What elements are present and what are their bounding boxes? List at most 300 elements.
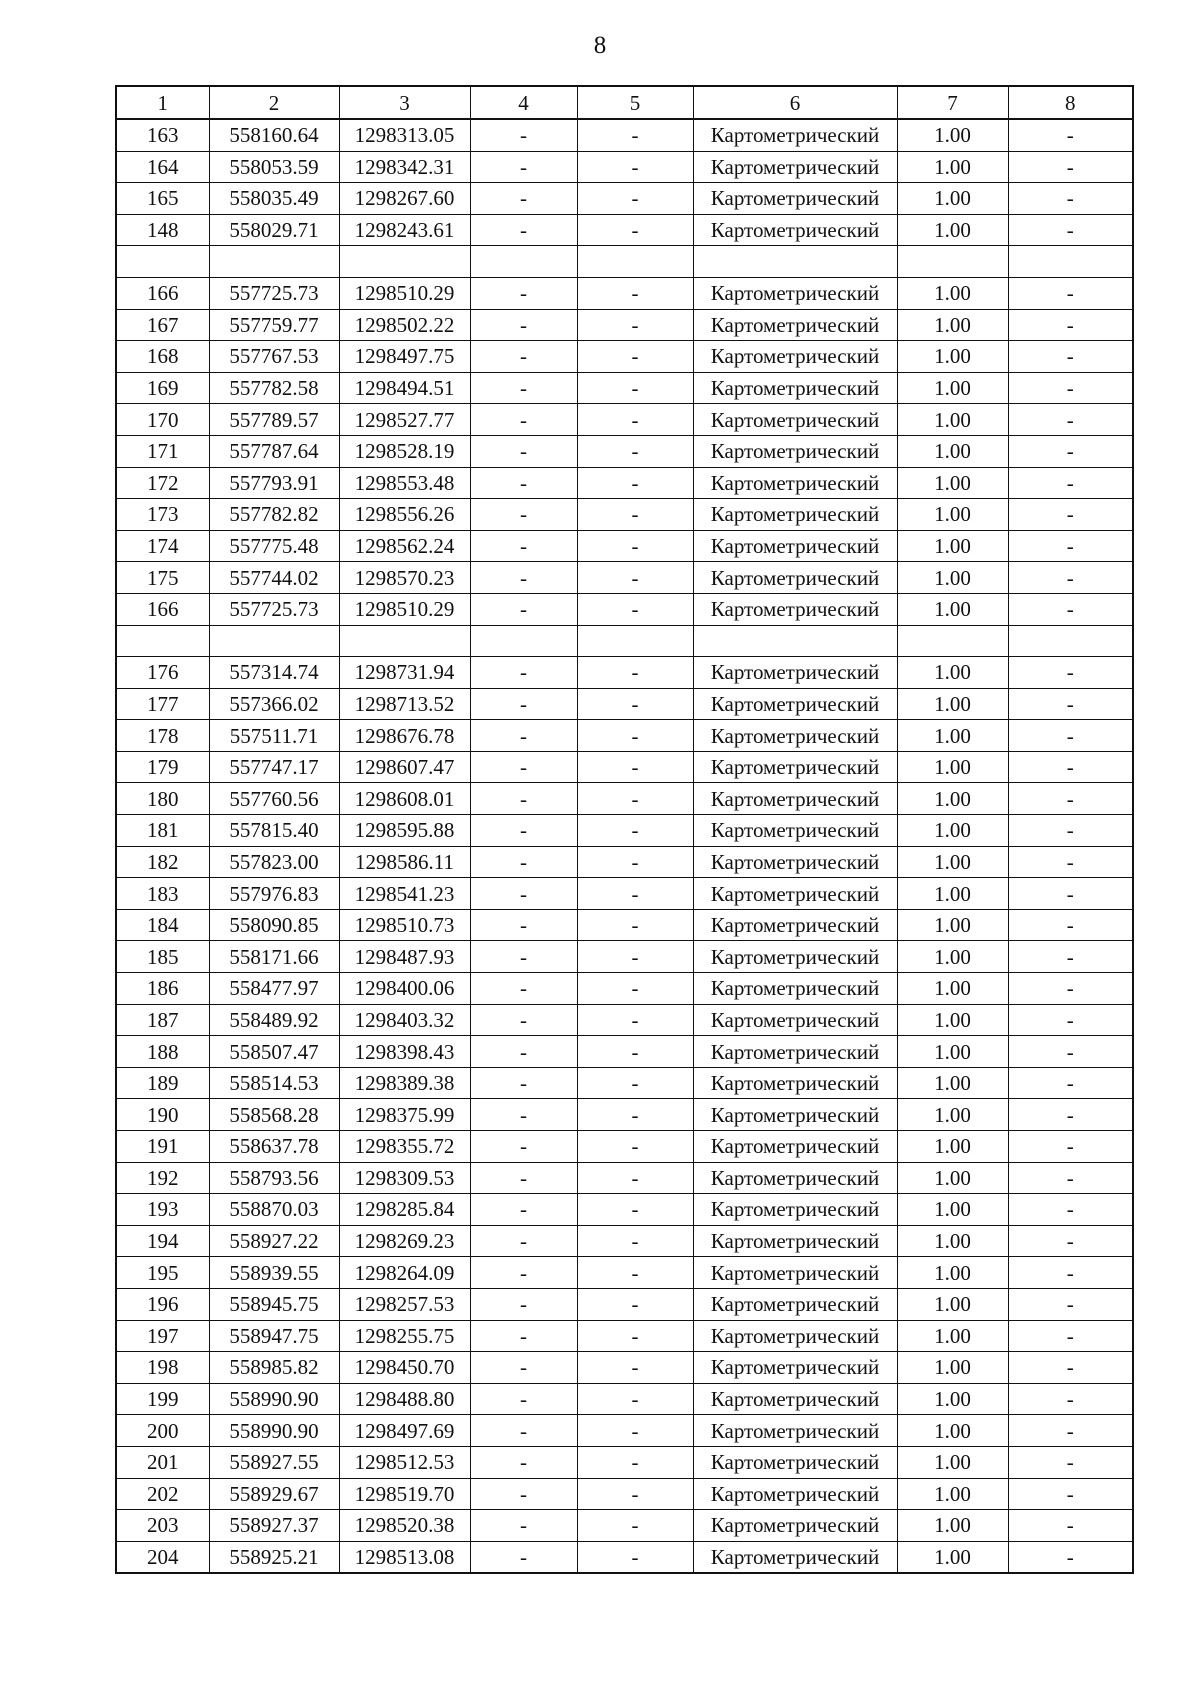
accuracy-value: 1.00 [897,1478,1008,1510]
point-number: 170 [116,404,209,436]
column-5-value: - [577,973,693,1005]
table-row [116,530,1133,562]
column-5-value: - [577,562,693,594]
coordinate-y: 1298398.43 [339,1036,470,1068]
coordinate-x: 558939.55 [209,1257,339,1289]
determination-method: Картометрический [693,751,897,783]
column-8-value: - [1008,751,1133,783]
accuracy-value: 1.00 [897,151,1008,183]
point-number: 194 [116,1225,209,1257]
column-5-value: - [577,1510,693,1542]
column-8-value: - [1008,688,1133,720]
column-4-value: - [470,1320,577,1352]
coordinate-y: 1298285.84 [339,1194,470,1226]
column-4-value: - [470,1415,577,1447]
coordinate-y: 1298519.70 [339,1478,470,1510]
coordinate-y: 1298527.77 [339,404,470,436]
coordinate-x: 558927.22 [209,1225,339,1257]
column-8-value: - [1008,815,1133,847]
accuracy-value: 1.00 [897,1162,1008,1194]
accuracy-value: 1.00 [897,1383,1008,1415]
table-row [116,341,1133,373]
column-8-value: - [1008,435,1133,467]
coordinate-y: 1298512.53 [339,1446,470,1478]
column-5-value: - [577,909,693,941]
column-4-value: - [470,1194,577,1226]
table-row [116,1099,1133,1131]
coordinate-x: 557725.73 [209,277,339,309]
point-number: 184 [116,909,209,941]
point-number: 177 [116,688,209,720]
column-8-value: - [1008,372,1133,404]
coordinate-y: 1298502.22 [339,309,470,341]
coordinate-x: 558507.47 [209,1036,339,1068]
coordinate-y: 1298497.75 [339,341,470,373]
point-number: 201 [116,1446,209,1478]
coordinate-y: 1298267.60 [339,183,470,215]
point-number: 204 [116,1541,209,1573]
coordinate-y: 1298510.29 [339,277,470,309]
coordinate-y: 1298375.99 [339,1099,470,1131]
table-row [116,783,1133,815]
point-number: 175 [116,562,209,594]
coordinate-x: 558990.90 [209,1415,339,1447]
coordinate-x: 558053.59 [209,151,339,183]
column-8-value: - [1008,973,1133,1005]
coordinate-x: 557815.40 [209,815,339,847]
accuracy-value: 1.00 [897,688,1008,720]
empty-cell [209,625,339,657]
determination-method: Картометрический [693,1478,897,1510]
column-8-value: - [1008,1541,1133,1573]
table-row [116,1162,1133,1194]
column-8-value: - [1008,941,1133,973]
column-4-value: - [470,878,577,910]
column-8-value: - [1008,562,1133,594]
determination-method: Картометрический [693,467,897,499]
coordinate-y: 1298342.31 [339,151,470,183]
coordinate-x: 558793.56 [209,1162,339,1194]
column-5-value: - [577,783,693,815]
empty-cell [577,625,693,657]
accuracy-value: 1.00 [897,1288,1008,1320]
accuracy-value: 1.00 [897,1541,1008,1573]
column-5-value: - [577,1288,693,1320]
coordinate-x: 558927.55 [209,1446,339,1478]
coordinate-x: 557823.00 [209,846,339,878]
column-5-value: - [577,688,693,720]
determination-method: Картометрический [693,720,897,752]
column-header-6: 6 [693,86,897,119]
empty-cell [1008,246,1133,278]
point-number: 173 [116,499,209,531]
column-5-value: - [577,151,693,183]
coordinate-x: 557314.74 [209,657,339,689]
header-row [116,86,1133,119]
accuracy-value: 1.00 [897,435,1008,467]
point-number: 163 [116,119,209,151]
coordinate-y: 1298510.29 [339,593,470,625]
table-row [116,151,1133,183]
coordinate-y: 1298731.94 [339,657,470,689]
point-number: 188 [116,1036,209,1068]
column-4-value: - [470,151,577,183]
coordinate-y: 1298255.75 [339,1320,470,1352]
coordinate-y: 1298595.88 [339,815,470,847]
coordinate-x: 558945.75 [209,1288,339,1320]
coordinate-y: 1298264.09 [339,1257,470,1289]
coordinate-x: 557747.17 [209,751,339,783]
column-8-value: - [1008,1478,1133,1510]
point-number: 164 [116,151,209,183]
determination-method: Картометрический [693,530,897,562]
empty-cell [470,246,577,278]
determination-method: Картометрический [693,404,897,436]
table-row [116,467,1133,499]
accuracy-value: 1.00 [897,341,1008,373]
column-5-value: - [577,720,693,752]
accuracy-value: 1.00 [897,751,1008,783]
column-5-value: - [577,1383,693,1415]
determination-method: Картометрический [693,183,897,215]
coordinate-y: 1298494.51 [339,372,470,404]
point-number: 183 [116,878,209,910]
column-4-value: - [470,1510,577,1542]
column-8-value: - [1008,530,1133,562]
table-row [116,372,1133,404]
column-4-value: - [470,941,577,973]
column-5-value: - [577,404,693,436]
coordinate-y: 1298562.24 [339,530,470,562]
column-8-value: - [1008,183,1133,215]
column-4-value: - [470,499,577,531]
point-number: 186 [116,973,209,1005]
point-number: 203 [116,1510,209,1542]
empty-cell [339,246,470,278]
determination-method: Картометрический [693,562,897,594]
accuracy-value: 1.00 [897,815,1008,847]
point-number: 195 [116,1257,209,1289]
coordinate-y: 1298243.61 [339,214,470,246]
coordinate-x: 558870.03 [209,1194,339,1226]
table-row [116,183,1133,215]
column-8-value: - [1008,1099,1133,1131]
accuracy-value: 1.00 [897,1510,1008,1542]
table-row [116,1415,1133,1447]
coordinate-y: 1298713.52 [339,688,470,720]
column-5-value: - [577,1320,693,1352]
accuracy-value: 1.00 [897,909,1008,941]
table-row [116,499,1133,531]
column-header-7: 7 [897,86,1008,119]
column-4-value: - [470,1036,577,1068]
page-number: 8 [593,32,607,59]
coordinate-x: 557760.56 [209,783,339,815]
coordinate-y: 1298556.26 [339,499,470,531]
column-4-value: - [470,372,577,404]
accuracy-value: 1.00 [897,1099,1008,1131]
point-number: 200 [116,1415,209,1447]
coordinates-table [115,85,1134,1574]
determination-method: Картометрический [693,1099,897,1131]
point-number: 185 [116,941,209,973]
point-number: 181 [116,815,209,847]
point-number: 166 [116,593,209,625]
point-number: 187 [116,1004,209,1036]
determination-method: Картометрический [693,151,897,183]
column-8-value: - [1008,341,1133,373]
coordinate-y: 1298608.01 [339,783,470,815]
column-4-value: - [470,688,577,720]
table-row [116,214,1133,246]
column-4-value: - [470,1383,577,1415]
determination-method: Картометрический [693,688,897,720]
determination-method: Картометрический [693,815,897,847]
coordinate-y: 1298487.93 [339,941,470,973]
table-row [116,909,1133,941]
determination-method: Картометрический [693,1067,897,1099]
table-row [116,973,1133,1005]
table-row [116,435,1133,467]
coordinate-y: 1298513.08 [339,1541,470,1573]
coordinate-y: 1298400.06 [339,973,470,1005]
accuracy-value: 1.00 [897,562,1008,594]
column-5-value: - [577,435,693,467]
column-4-value: - [470,214,577,246]
accuracy-value: 1.00 [897,1320,1008,1352]
empty-cell [116,625,209,657]
determination-method: Картометрический [693,973,897,1005]
point-number: 172 [116,467,209,499]
column-4-value: - [470,1067,577,1099]
column-8-value: - [1008,1288,1133,1320]
column-4-value: - [470,1162,577,1194]
column-5-value: - [577,815,693,847]
empty-cell [577,246,693,278]
column-5-value: - [577,183,693,215]
coordinate-x: 557782.58 [209,372,339,404]
table-row [116,277,1133,309]
coordinate-y: 1298389.38 [339,1067,470,1099]
column-5-value: - [577,593,693,625]
coordinate-x: 558925.21 [209,1541,339,1573]
point-number: 179 [116,751,209,783]
table-row [116,1036,1133,1068]
determination-method: Картометрический [693,341,897,373]
coordinate-y: 1298309.53 [339,1162,470,1194]
column-5-value: - [577,1131,693,1163]
column-5-value: - [577,309,693,341]
table-row [116,751,1133,783]
accuracy-value: 1.00 [897,593,1008,625]
determination-method: Картометрический [693,909,897,941]
accuracy-value: 1.00 [897,309,1008,341]
determination-method: Картометрический [693,1541,897,1573]
column-8-value: - [1008,119,1133,151]
column-4-value: - [470,720,577,752]
column-8-value: - [1008,1131,1133,1163]
accuracy-value: 1.00 [897,720,1008,752]
column-5-value: - [577,499,693,531]
coordinate-y: 1298528.19 [339,435,470,467]
coordinate-y: 1298510.73 [339,909,470,941]
accuracy-value: 1.00 [897,1067,1008,1099]
coordinate-y: 1298257.53 [339,1288,470,1320]
column-5-value: - [577,119,693,151]
column-5-value: - [577,846,693,878]
accuracy-value: 1.00 [897,1004,1008,1036]
coordinate-y: 1298497.69 [339,1415,470,1447]
column-5-value: - [577,1225,693,1257]
point-number: 202 [116,1478,209,1510]
coordinate-x: 557976.83 [209,878,339,910]
column-8-value: - [1008,1194,1133,1226]
point-number: 178 [116,720,209,752]
column-4-value: - [470,404,577,436]
coordinate-x: 558029.71 [209,214,339,246]
column-5-value: - [577,1446,693,1478]
column-4-value: - [470,1257,577,1289]
coordinate-x: 558171.66 [209,941,339,973]
table-row [116,1194,1133,1226]
accuracy-value: 1.00 [897,119,1008,151]
separator-row [116,246,1133,278]
point-number: 190 [116,1099,209,1131]
column-4-value: - [470,815,577,847]
coordinate-x: 558568.28 [209,1099,339,1131]
table-row [116,941,1133,973]
point-number: 180 [116,783,209,815]
column-4-value: - [470,1131,577,1163]
column-4-value: - [470,1225,577,1257]
column-4-value: - [470,341,577,373]
accuracy-value: 1.00 [897,404,1008,436]
table-row [116,1257,1133,1289]
coordinate-y: 1298313.05 [339,119,470,151]
accuracy-value: 1.00 [897,1194,1008,1226]
coordinate-x: 557366.02 [209,688,339,720]
coordinate-x: 557744.02 [209,562,339,594]
column-8-value: - [1008,909,1133,941]
column-8-value: - [1008,1036,1133,1068]
column-8-value: - [1008,1320,1133,1352]
coordinate-y: 1298553.48 [339,467,470,499]
column-5-value: - [577,341,693,373]
determination-method: Картометрический [693,657,897,689]
column-8-value: - [1008,1383,1133,1415]
table-row [116,593,1133,625]
determination-method: Картометрический [693,1352,897,1384]
determination-method: Картометрический [693,1415,897,1447]
accuracy-value: 1.00 [897,530,1008,562]
coordinate-y: 1298450.70 [339,1352,470,1384]
coordinate-y: 1298676.78 [339,720,470,752]
accuracy-value: 1.00 [897,657,1008,689]
point-number: 165 [116,183,209,215]
table-body [116,119,1133,1573]
table-row [116,1510,1133,1542]
table-row [116,404,1133,436]
accuracy-value: 1.00 [897,1036,1008,1068]
table-row [116,1225,1133,1257]
column-4-value: - [470,1446,577,1478]
determination-method: Картометрический [693,593,897,625]
coordinate-x: 558514.53 [209,1067,339,1099]
column-4-value: - [470,183,577,215]
determination-method: Картометрический [693,1036,897,1068]
accuracy-value: 1.00 [897,1415,1008,1447]
column-5-value: - [577,1162,693,1194]
column-5-value: - [577,1415,693,1447]
table-row [116,1004,1133,1036]
column-8-value: - [1008,499,1133,531]
table-row [116,562,1133,594]
column-5-value: - [577,941,693,973]
point-number: 191 [116,1131,209,1163]
column-8-value: - [1008,878,1133,910]
column-5-value: - [577,1257,693,1289]
determination-method: Картометрический [693,1131,897,1163]
empty-cell [693,246,897,278]
coordinate-y: 1298607.47 [339,751,470,783]
column-8-value: - [1008,1004,1133,1036]
table-row [116,119,1133,151]
point-number: 189 [116,1067,209,1099]
point-number: 171 [116,435,209,467]
determination-method: Картометрический [693,1320,897,1352]
coordinate-x: 558985.82 [209,1352,339,1384]
column-8-value: - [1008,214,1133,246]
column-4-value: - [470,1288,577,1320]
coordinate-x: 557725.73 [209,593,339,625]
table-row [116,846,1133,878]
column-5-value: - [577,657,693,689]
table-row [116,688,1133,720]
column-8-value: - [1008,1162,1133,1194]
coordinate-x: 558489.92 [209,1004,339,1036]
determination-method: Картометрический [693,1257,897,1289]
determination-method: Картометрический [693,878,897,910]
coordinate-x: 557759.77 [209,309,339,341]
coordinate-x: 558090.85 [209,909,339,941]
column-4-value: - [470,1352,577,1384]
column-8-value: - [1008,309,1133,341]
point-number: 182 [116,846,209,878]
accuracy-value: 1.00 [897,467,1008,499]
table-row [116,1067,1133,1099]
coordinate-x: 557775.48 [209,530,339,562]
column-4-value: - [470,593,577,625]
column-header-1: 1 [116,86,209,119]
coordinate-x: 557793.91 [209,467,339,499]
column-8-value: - [1008,151,1133,183]
table-row [116,720,1133,752]
column-5-value: - [577,1036,693,1068]
accuracy-value: 1.00 [897,878,1008,910]
coordinate-x: 558477.97 [209,973,339,1005]
table-header [116,86,1133,119]
column-8-value: - [1008,1067,1133,1099]
column-5-value: - [577,1067,693,1099]
determination-method: Картометрический [693,277,897,309]
coordinate-x: 557787.64 [209,435,339,467]
coordinate-x: 558927.37 [209,1510,339,1542]
column-4-value: - [470,562,577,594]
empty-cell [339,625,470,657]
column-5-value: - [577,372,693,404]
column-4-value: - [470,277,577,309]
determination-method: Картометрический [693,1225,897,1257]
